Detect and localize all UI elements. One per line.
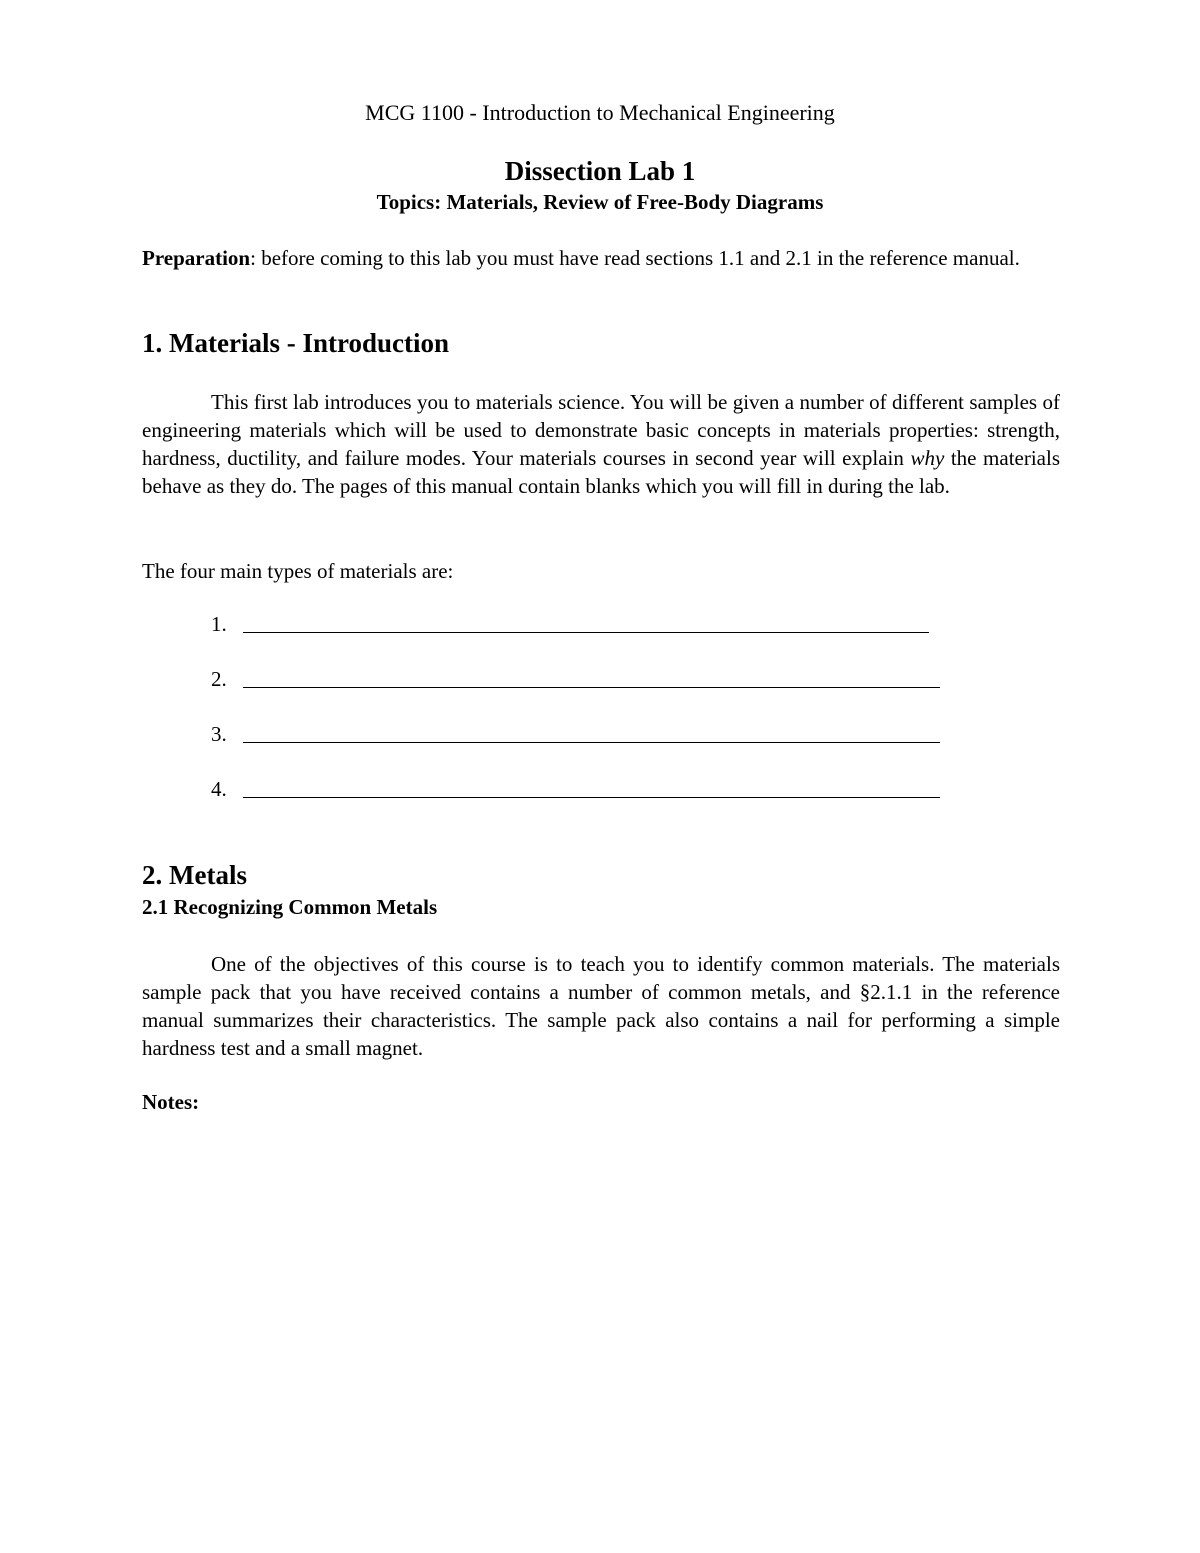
fill-in-line[interactable] xyxy=(243,632,929,633)
notes-label: Notes: xyxy=(142,1090,200,1114)
fill-in-line[interactable] xyxy=(243,742,940,743)
fill-in-line[interactable] xyxy=(243,687,940,688)
preparation-label: Preparation xyxy=(142,246,251,270)
preparation-text: : before coming to this lab you must have read sections 1.1 and 2.1 in the reference manual. xyxy=(250,246,1020,270)
section-2-paragraph xyxy=(142,950,1060,1062)
section-1-paragraph xyxy=(142,388,1060,500)
blank-number: 2. xyxy=(211,667,227,691)
blank-1[interactable] xyxy=(211,612,243,640)
course-header: MCG 1100 - Introduction to Mechanical Engineering xyxy=(365,100,835,125)
fill-in-line[interactable] xyxy=(243,797,940,798)
section-2-text: One of the objectives of this course is to teach you to identify common materials. The materials sample pack that you have received contains a number of common metals, and §2.1.1 in the reference manual summarizes their characteristics. The sample pack also contains a nail for performing a simple hardness test and a small magnet. xyxy=(142,952,1060,1060)
lab-title: Dissection Lab 1 xyxy=(504,156,696,186)
blank-4[interactable] xyxy=(211,777,243,805)
section-2-1-subheading: 2.1 Recognizing Common Metals xyxy=(142,895,438,919)
blank-3[interactable] xyxy=(211,722,243,750)
blank-number: 4. xyxy=(211,777,227,801)
section-1-heading: 1. Materials - Introduction xyxy=(142,328,449,358)
section-1-text-b: the materials behave as they do. The pages of this manual contain blanks which you will fill in during the lab. xyxy=(142,446,1061,498)
preparation-paragraph xyxy=(142,244,1060,272)
section-1-emphasis: why xyxy=(910,446,945,470)
lab-topics: Topics: Materials, Review of Free-Body Diagrams xyxy=(376,190,824,214)
blank-2[interactable] xyxy=(211,667,243,695)
section-2-heading: 2. Metals xyxy=(142,860,247,890)
blank-number: 3. xyxy=(211,722,227,746)
blank-number: 1. xyxy=(211,612,227,636)
material-types-intro: The four main types of materials are: xyxy=(142,559,454,583)
section-1-text-a: This first lab introduces you to materials science. You will be given a number of different samples of engineering materials which will be used to demonstrate basic concepts in materials properties: strength, hardness, ductility, and failure modes. Your materials courses in second year will explain xyxy=(142,390,1060,470)
